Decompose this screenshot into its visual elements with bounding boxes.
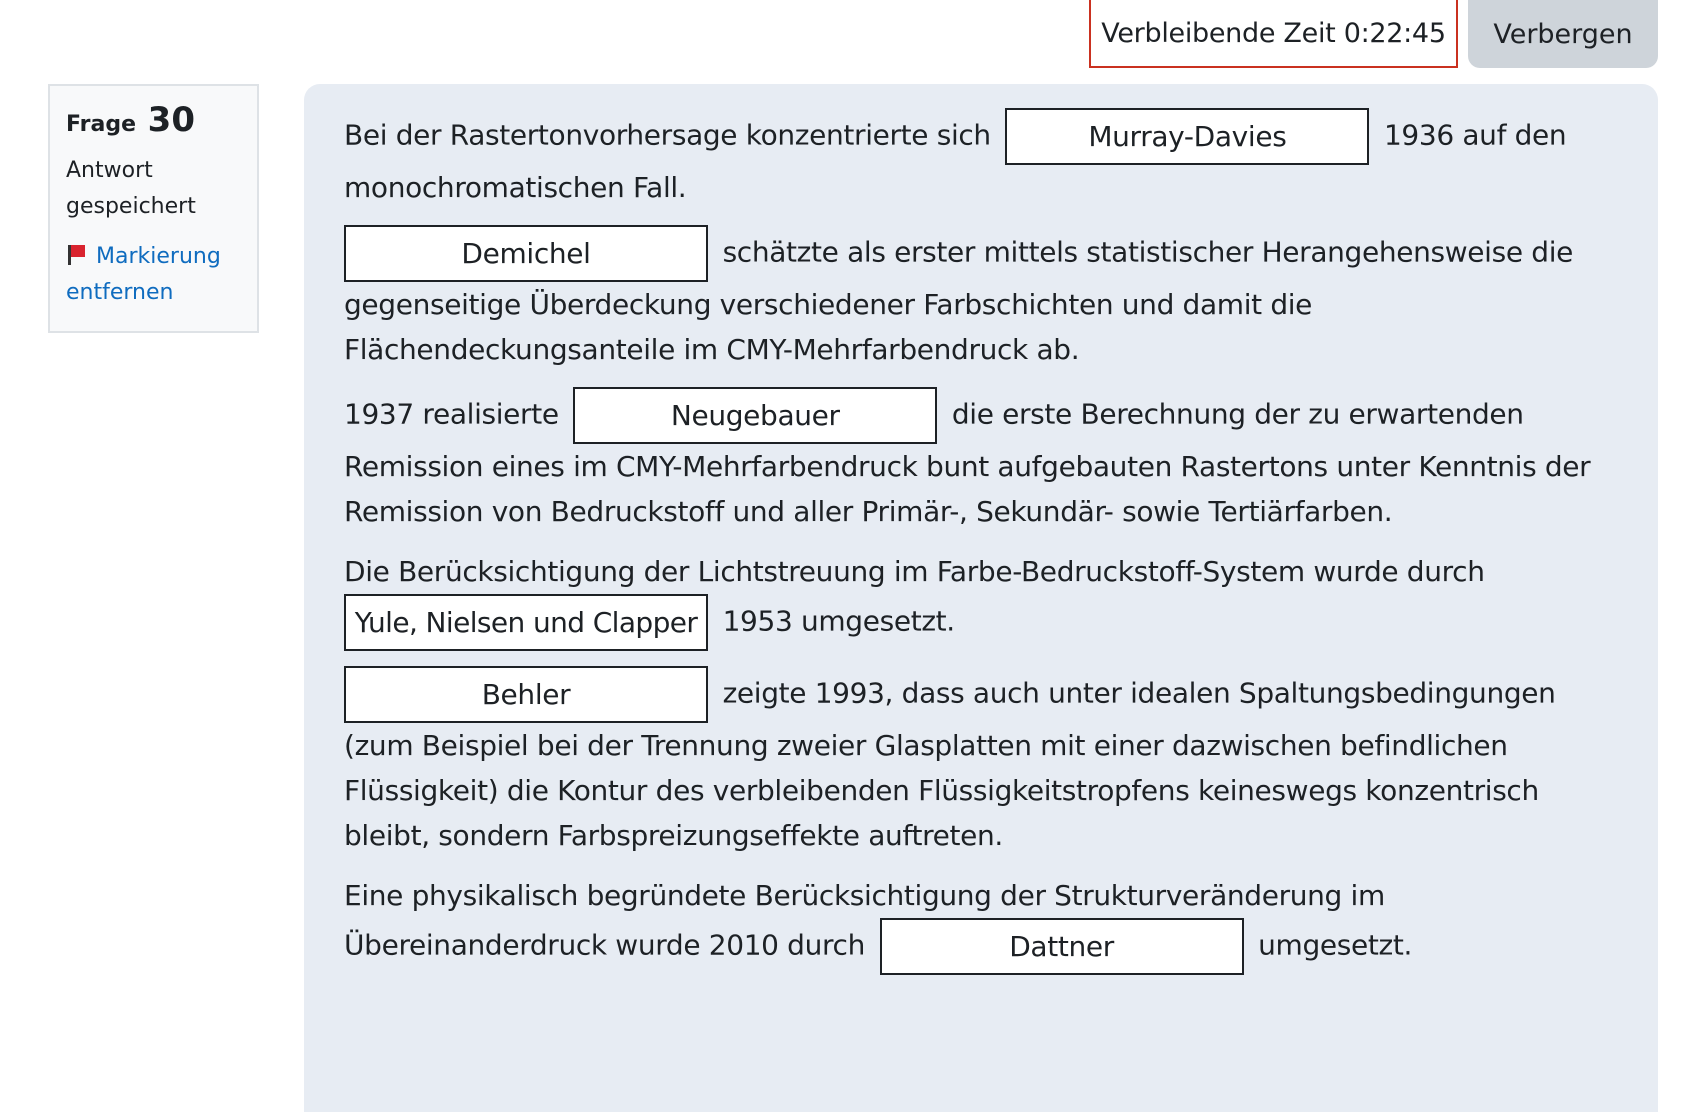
question-number: 30 — [147, 100, 195, 140]
paragraph-3 — [344, 387, 1620, 534]
p1-text-before: Bei der Rastertonvorhersage konzentrierte sich — [344, 118, 991, 152]
hide-timer-button[interactable]: Verbergen — [1468, 0, 1658, 68]
drop-zone-5[interactable]: Behler — [344, 666, 708, 723]
drop-zone-2[interactable]: Demichel — [344, 225, 708, 282]
paragraph-6 — [344, 873, 1620, 975]
paragraph-2 — [344, 225, 1620, 372]
remaining-time-label: Verbleibende Zeit 0:22:45 — [1101, 17, 1446, 49]
p6-text-after: umgesetzt. — [1258, 928, 1413, 962]
p3-text-after: die erste Berechnung der zu erwartenden Remission eines im CMY-Mehrfarbendruck bunt aufgebauten Rastertons unter Kenntnis der Remission von Bedruckstoff und aller Primär-, Sekundär- sowie Tertiärfarben. — [344, 397, 1591, 528]
drop-zone-3[interactable]: Neugebauer — [573, 387, 937, 444]
remove-flag-label: Markierung entfernen — [66, 244, 221, 305]
p1-text-after: 1936 auf den monochromatischen Fall. — [344, 118, 1567, 204]
paragraph-1 — [344, 108, 1620, 210]
remaining-time — [1089, 0, 1458, 68]
drop-zone-6[interactable]: Dattner — [880, 918, 1244, 975]
question-state: Antwort gespeichert — [66, 158, 196, 219]
question-info — [48, 84, 259, 333]
paragraph-4 — [344, 549, 1620, 651]
question-number-heading — [66, 102, 241, 143]
p3-text-before: 1937 realisierte — [344, 397, 559, 431]
drop-zone-1[interactable]: Murray-Davies — [1005, 108, 1369, 165]
remove-flag-link[interactable] — [66, 239, 241, 311]
paragraph-5 — [344, 666, 1620, 858]
question-text-panel — [304, 84, 1658, 1112]
p4-text-before: Die Berücksichtigung der Lichtstreuung im Farbe-Bedruckstoff-System wurde durch — [344, 555, 1485, 588]
p4-text-after: 1953 umgesetzt. — [722, 604, 955, 638]
drop-zone-4[interactable]: Yule, Nielsen und Clapper — [344, 594, 708, 651]
p2-text-after: schätzte als erster mittels statistischer Herangehensweise die gegenseitige Überdeckung verschiedener Farbschichten und damit die Flächendeckungsanteile im CMY-Mehrfarbendruck ab. — [344, 235, 1574, 366]
p5-text-after: zeigte 1993, dass auch unter idealen Spaltungsbedingungen (zum Beispiel bei der Trennung zweier Glasplatten mit einer dazwischen befindlichen Flüssigkeit) die Kontur des verbleibenden Flüssigkeitstropfens keineswegs konzentrisch bleibt, sondern Farbspreizungseffekte auftreten. — [344, 676, 1556, 852]
flag-icon — [66, 243, 86, 265]
p6-text-before: Eine physikalisch begründete Berücksichtigung der Strukturveränderung im Übereinanderdruck wurde 2010 durch — [344, 879, 1385, 962]
question-prefix: Frage — [66, 112, 136, 137]
